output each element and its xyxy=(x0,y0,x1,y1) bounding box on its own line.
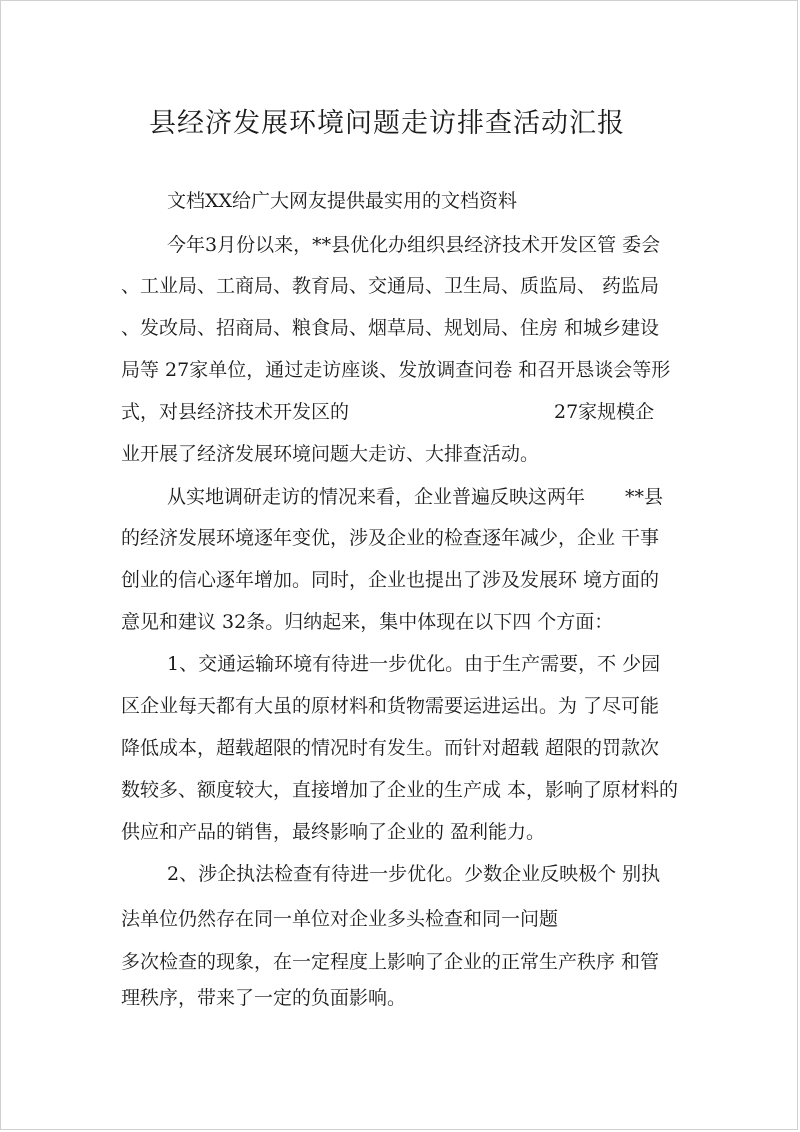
text-line: 式，对县经济技术开发区的 xyxy=(121,401,350,423)
text-line: 局等 27家单位，通过走访座谈、发放调查问卷 和召开恳谈会等形 xyxy=(121,359,671,381)
text-line: 2、涉企执法检查有待进一步优化。少数企业反映极个 别执 xyxy=(167,863,661,885)
text-line: 创业的信心逐年增加。同时，企业也提出了涉及发展环 境方面的 xyxy=(121,569,660,591)
text-line: 27家规模企 xyxy=(554,401,655,423)
text-line: 意见和建议 32条。归纳起来，集中体现在以下四 个方面： xyxy=(121,611,614,633)
document-title: 县经济发展环境问题走访排查活动汇报 xyxy=(149,108,625,139)
text-line: 理秩序，带来了一定的负面影响。 xyxy=(121,987,407,1009)
text-line: 降低成本，超载超限的情况时有发生。而针对超载 超限的罚款次 xyxy=(121,737,660,759)
text-line: 文档XX给广大网友提供最实用的文档资料 xyxy=(167,190,518,212)
text-line: 今年3月份以来，**县优化办组织县经济技术开发区管 委会 xyxy=(167,234,661,256)
text-line: 供应和产品的销售，最终影响了企业的 盈利能力。 xyxy=(121,821,546,843)
text-line: 区企业每天都有大虽的原材料和货物需要运进运出。为 了尽可能 xyxy=(121,695,660,717)
text-line: 数较多、额度较大，直接增加了企业的生产成 本，影响了原材料的 xyxy=(121,779,679,801)
text-line: 的经济发展环境逐年变优，涉及企业的检查逐年减少，企业 干事 xyxy=(121,527,660,549)
text-line: 多次检查的现象，在一定程度上影响了企业的正常生产秩序 和管 xyxy=(121,951,660,973)
text-line: 、工业局、工商局、教育局、交通局、卫生局、质监局、 药监局 xyxy=(121,275,660,297)
text-line: 1、交通运输环境有待进一步优化。由于生产需要，不 少园 xyxy=(167,653,661,675)
text-line: 业开展了经济发展环境问题大走访、大排查活动。 xyxy=(121,443,540,465)
text-line: 、发改局、招商局、粮食局、烟草局、规划局、住房 和城乡建设 xyxy=(121,317,660,339)
text-line: **县 xyxy=(625,486,664,508)
text-line: 从实地调研走访的情况来看，企业普遍反映这两年 xyxy=(167,486,586,508)
text-line: 法单位仍然存在同一单位对企业多头检查和同一问题 xyxy=(121,908,559,930)
